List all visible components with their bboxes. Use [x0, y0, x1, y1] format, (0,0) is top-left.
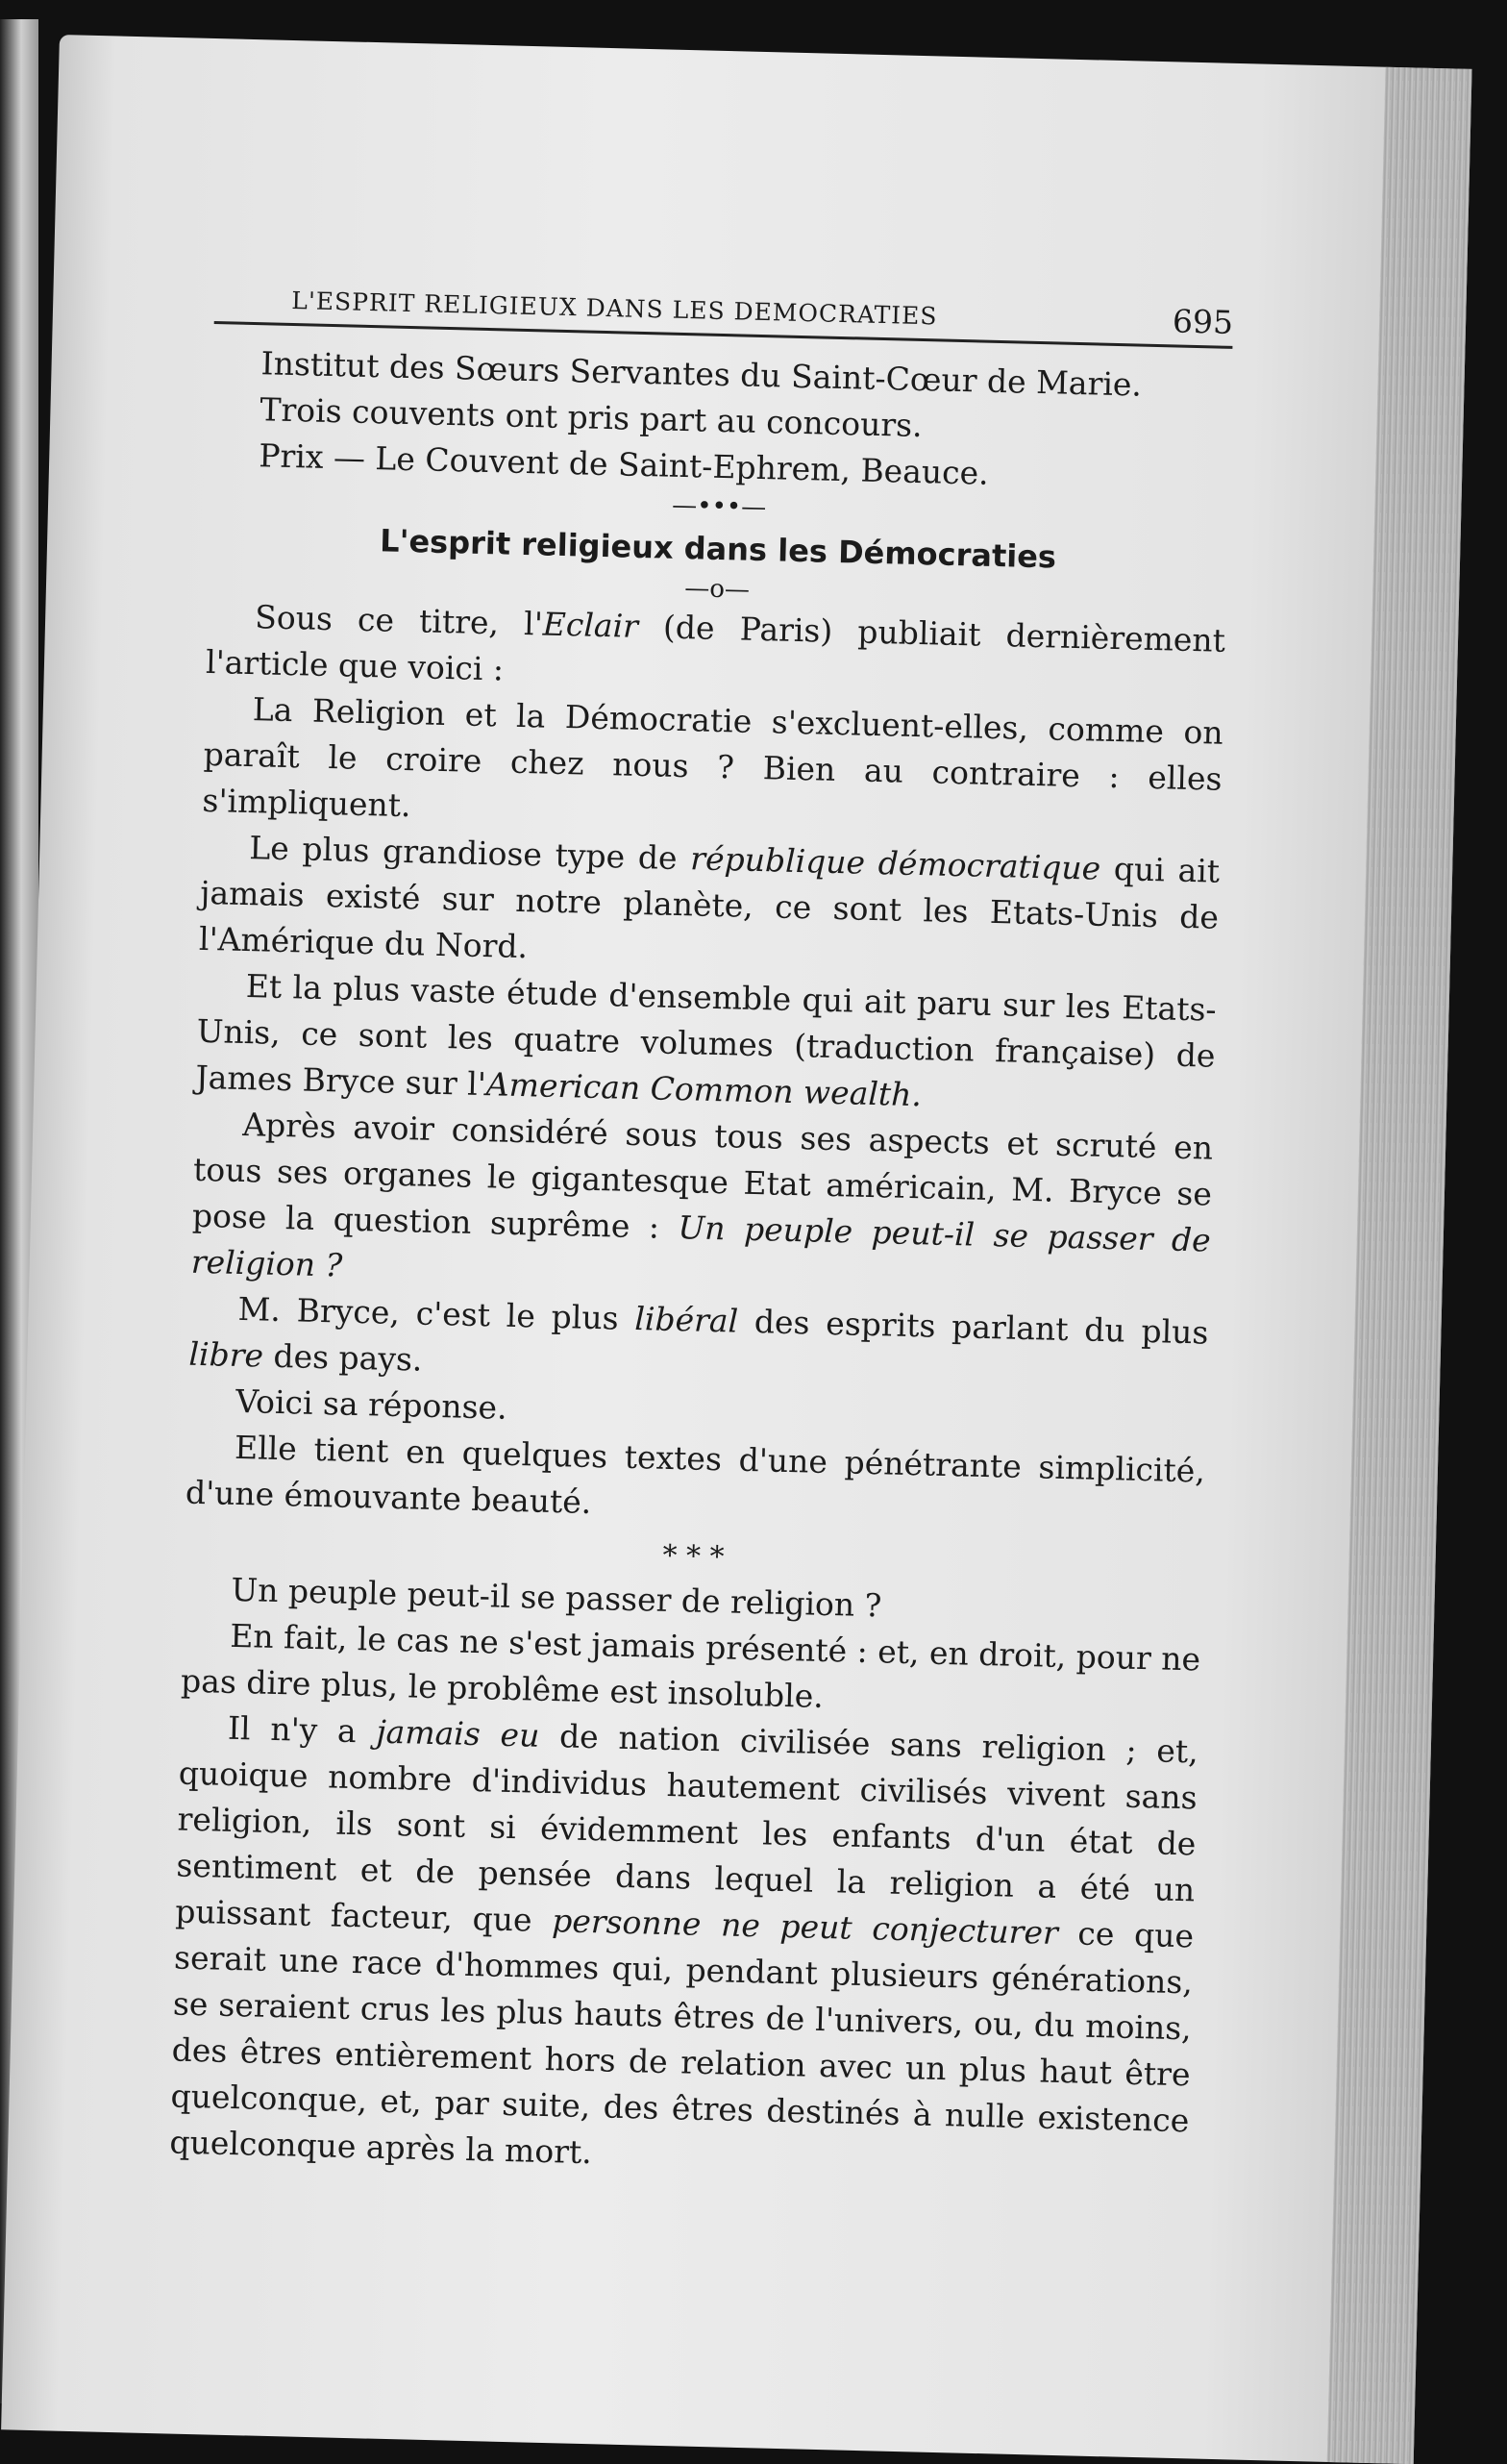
- page-content: [169, 279, 1234, 2190]
- paragraph-2: Le plus grandiose type de république démocratique qui ait jamais existé sur notre planète, ce sont les Etats-Unis de l'Amérique du Nord.: [198, 829, 1221, 966]
- paragraph-4: Après avoir considéré sous tous ses aspects et scruté en tous ses organes le gigantesque Etat américain, M. Bryce se pose la question suprême : Un peuple peut-il se passer de religion ?: [190, 1105, 1214, 1284]
- paragraph-7: Elle tient en quelques textes d'une pénétrante simplicité, d'une émouvante beauté.: [185, 1428, 1206, 1521]
- paragraph-6: Voici sa réponse.: [235, 1381, 508, 1427]
- intro-paragraph: Sous ce titre, l'Eclair (de Paris) publiait dernièrement l'article que voici :: [205, 598, 1226, 688]
- page-number: 695: [1172, 302, 1234, 341]
- running-title: L'ESPRIT RELIGIEUX DANS LES DEMOCRATIES: [290, 286, 938, 331]
- contest-line-1: Institut des Sœurs Servantes du Saint-Cœur de Marie.: [260, 344, 1143, 404]
- contest-line-2: Trois couvents ont pris part au concours.: [259, 390, 924, 445]
- paragraph-1: La Religion et la Démocratie s'excluent-elles, comme on paraît le croire chez nous ? Bien au contraire : elles s'impliquent.: [202, 690, 1224, 825]
- paragraph-8: Un peuple peut-il se passer de religion ?: [231, 1570, 882, 1625]
- section-break-stars: * * *: [662, 1538, 725, 1575]
- small-ornament: —o—: [683, 574, 751, 605]
- article-title: L'esprit religieux dans les Démocraties: [379, 522, 1057, 576]
- page-block-edges: [1327, 67, 1472, 2464]
- running-head: [214, 279, 1234, 349]
- paragraph-9: En fait, le cas ne s'est jamais présenté : et, en droit, pour ne pas dire plus, le problême est insoluble.: [180, 1616, 1201, 1715]
- paragraph-10: Il n'y a jamais eu de nation civilisée sans religion ; et, quoique nombre d'individus hautement civilisés vivent sans religion, ils sont si évidemment les enfants d'un état de sentiment et de pensée dans lequel la religion a été un puissant facteur, que personne ne peut conjecturer ce que serait une race d'hommes qui, pendant plusieurs générations, se seraient crus les plus hauts êtres de l'univers, ou, du moins, des êtres entièrement hors de relation avec un plus haut être quelconque, et, par suite, des êtres destinés à nulle existence quelconque après la mort.: [169, 1708, 1199, 2172]
- paragraph-5: M. Bryce, c'est le plus libéral des esprits parlant du plus libre des pays.: [188, 1289, 1209, 1379]
- ornament-rule: —•••—: [671, 490, 767, 523]
- contest-line-3: Prix — Le Couvent de Saint-Ephrem, Beauce.: [258, 436, 990, 492]
- paragraph-3: Et la plus vaste étude d'ensemble qui ait paru sur les Etats-Unis, ce sont les quatre volumes (traduction française) de James Bryce sur l'American Common wealth.: [195, 967, 1218, 1114]
- book-page: [1, 35, 1471, 2464]
